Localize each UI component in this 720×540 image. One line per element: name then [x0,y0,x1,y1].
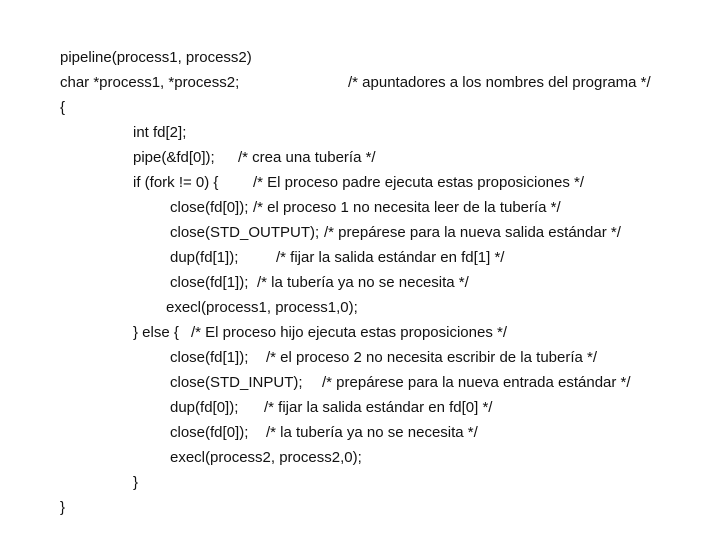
code-line-11: execl(process1, process1,0); [166,299,358,316]
comment-line-16: /* la tubería ya no se necesita */ [266,424,478,441]
code-line-2: char *process1, *process2; [60,74,240,91]
code-line-3: { [60,99,66,116]
comment-line-10: /* la tubería ya no se necesita */ [257,274,469,291]
code-line-5: pipe(&fd[0]); [133,149,215,166]
comment-line-14: /* prepárese para la nueva entrada estándar */ [322,374,631,391]
comment-line-13: /* el proceso 2 no necesita escribir de la tubería */ [266,349,598,366]
code-line-15: dup(fd[0]); [170,399,239,416]
code-line-9: dup(fd[1]); [170,249,239,266]
code-line-13: close(fd[1]); [170,349,249,366]
comment-line-15: /* fijar la salida estándar en fd[0] */ [264,399,493,416]
code-line-10: close(fd[1]); [170,274,249,291]
code-line-7: close(fd[0]); [170,199,249,216]
code-line-14: close(STD_INPUT); [170,374,303,391]
code-line-4: int fd[2]; [133,124,187,141]
comment-line-7: /* el proceso 1 no necesita leer de la tubería */ [253,199,561,216]
comment-line-6: /* El proceso padre ejecuta estas proposiciones */ [253,174,585,191]
code-line-17: execl(process2, process2,0); [170,449,362,466]
code-line-1: pipeline(process1, process2) [60,49,252,66]
code-line-6: if (fork != 0) { [133,174,219,191]
code-line-19: } [60,499,66,516]
comment-line-5: /* crea una tubería */ [238,149,376,166]
comment-line-12: /* El proceso hijo ejecuta estas proposiciones */ [191,324,508,341]
code-line-8: close(STD_OUTPUT); [170,224,320,241]
code-line-18: } [133,474,139,491]
code-line-12: } else { [133,324,179,341]
code-line-16: close(fd[0]); [170,424,249,441]
comment-line-9: /* fijar la salida estándar en fd[1] */ [276,249,505,266]
comment-line-2: /* apuntadores a los nombres del programa */ [348,74,651,91]
comment-line-8: /* prepárese para la nueva salida estándar */ [324,224,621,241]
